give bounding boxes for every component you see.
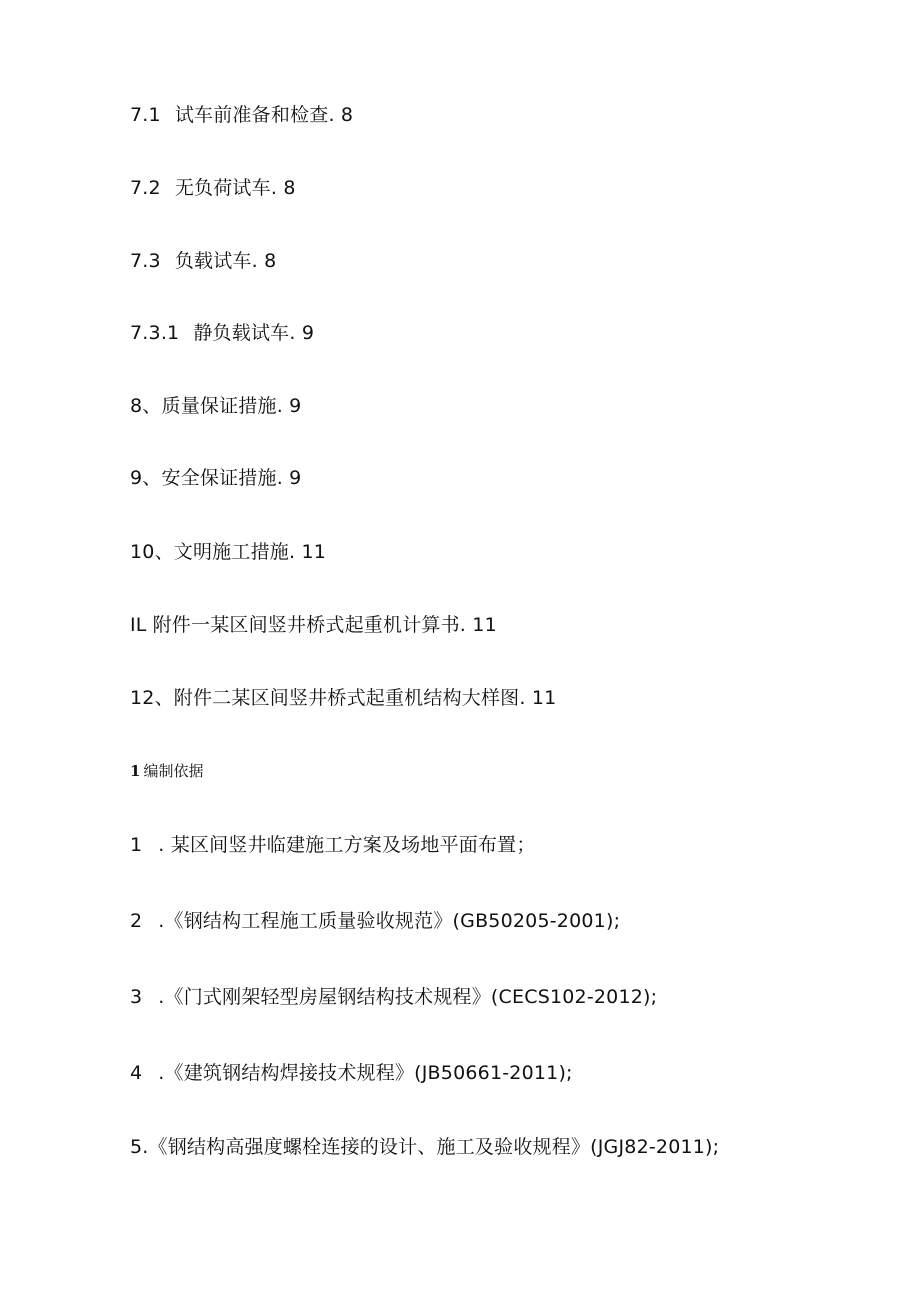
toc-entry[interactable] xyxy=(130,466,301,490)
toc-entry[interactable] xyxy=(130,176,296,200)
reference-text: . 某区间竖井临建施工方案及场地平面布置； xyxy=(158,834,536,856)
toc-entry[interactable] xyxy=(130,540,326,564)
reference-item xyxy=(130,833,536,857)
toc-page: . 11 xyxy=(519,687,557,709)
toc-page: . 8 xyxy=(270,177,296,199)
toc-number: 9、 xyxy=(130,467,162,489)
toc-title: 试车前准备和检查 xyxy=(174,104,329,126)
reference-number: 1 xyxy=(130,834,143,856)
section-number: 1 xyxy=(130,762,141,780)
toc-page: . 8 xyxy=(251,250,277,272)
toc-page: . 9 xyxy=(289,322,315,344)
toc-entry[interactable] xyxy=(130,321,314,345)
toc-entry[interactable] xyxy=(130,249,276,273)
toc-page: . 11 xyxy=(459,614,497,636)
section-title: 编制依据 xyxy=(143,762,204,780)
toc-title: 无负荷试车 xyxy=(174,177,271,199)
toc-title: 文明施工措施 xyxy=(173,541,289,563)
toc-entry[interactable] xyxy=(130,103,353,127)
toc-title: 静负载试车 xyxy=(193,322,290,344)
reference-number: 3 xyxy=(130,986,143,1008)
reference-item xyxy=(130,909,620,933)
toc-number: 7.2 xyxy=(130,177,161,199)
reference-item xyxy=(130,1061,573,1085)
toc-entry[interactable] xyxy=(130,394,301,418)
toc-number: 7.3 xyxy=(130,250,161,272)
toc-page: . 11 xyxy=(288,541,327,563)
toc-number: 8、 xyxy=(130,395,162,417)
reference-item xyxy=(130,985,657,1009)
toc-title: 附件一某区间竖井桥式起重机计算书 xyxy=(152,614,460,636)
toc-page: . 9 xyxy=(276,395,302,417)
toc-number: 12、 xyxy=(130,687,174,709)
reference-text: 《钢结构高强度螺栓连接的设计、施工及验收规程》(JGJ82-2011); xyxy=(148,1136,720,1158)
toc-number: IL xyxy=(130,614,147,636)
reference-text: .《门式刚架轻型房屋钢结构技术规程》(CECS102-2012); xyxy=(158,986,658,1008)
reference-number: 5. xyxy=(130,1136,149,1158)
toc-title: 质量保证措施 xyxy=(161,395,277,417)
toc-title: 附件二某区间竖井桥式起重机结构大样图 xyxy=(173,687,520,709)
reference-number: 2 xyxy=(130,910,143,932)
toc-title: 负载试车 xyxy=(174,250,252,272)
toc-entry[interactable] xyxy=(130,613,497,637)
section-heading xyxy=(130,761,203,781)
reference-number: 4 xyxy=(130,1062,143,1084)
toc-number: 10、 xyxy=(130,541,174,563)
reference-text: .《建筑钢结构焊接技术规程》(JB50661-2011); xyxy=(158,1062,573,1084)
toc-entry[interactable] xyxy=(130,686,556,710)
toc-number: 7.1 xyxy=(130,104,161,126)
toc-page: . 9 xyxy=(276,467,302,489)
toc-page: . 8 xyxy=(328,104,354,126)
toc-title: 安全保证措施 xyxy=(161,467,277,489)
reference-text: .《钢结构工程施工质量验收规范》(GB50205-2001); xyxy=(158,910,621,932)
toc-number: 7.3.1 xyxy=(130,322,180,344)
reference-item xyxy=(130,1135,719,1159)
